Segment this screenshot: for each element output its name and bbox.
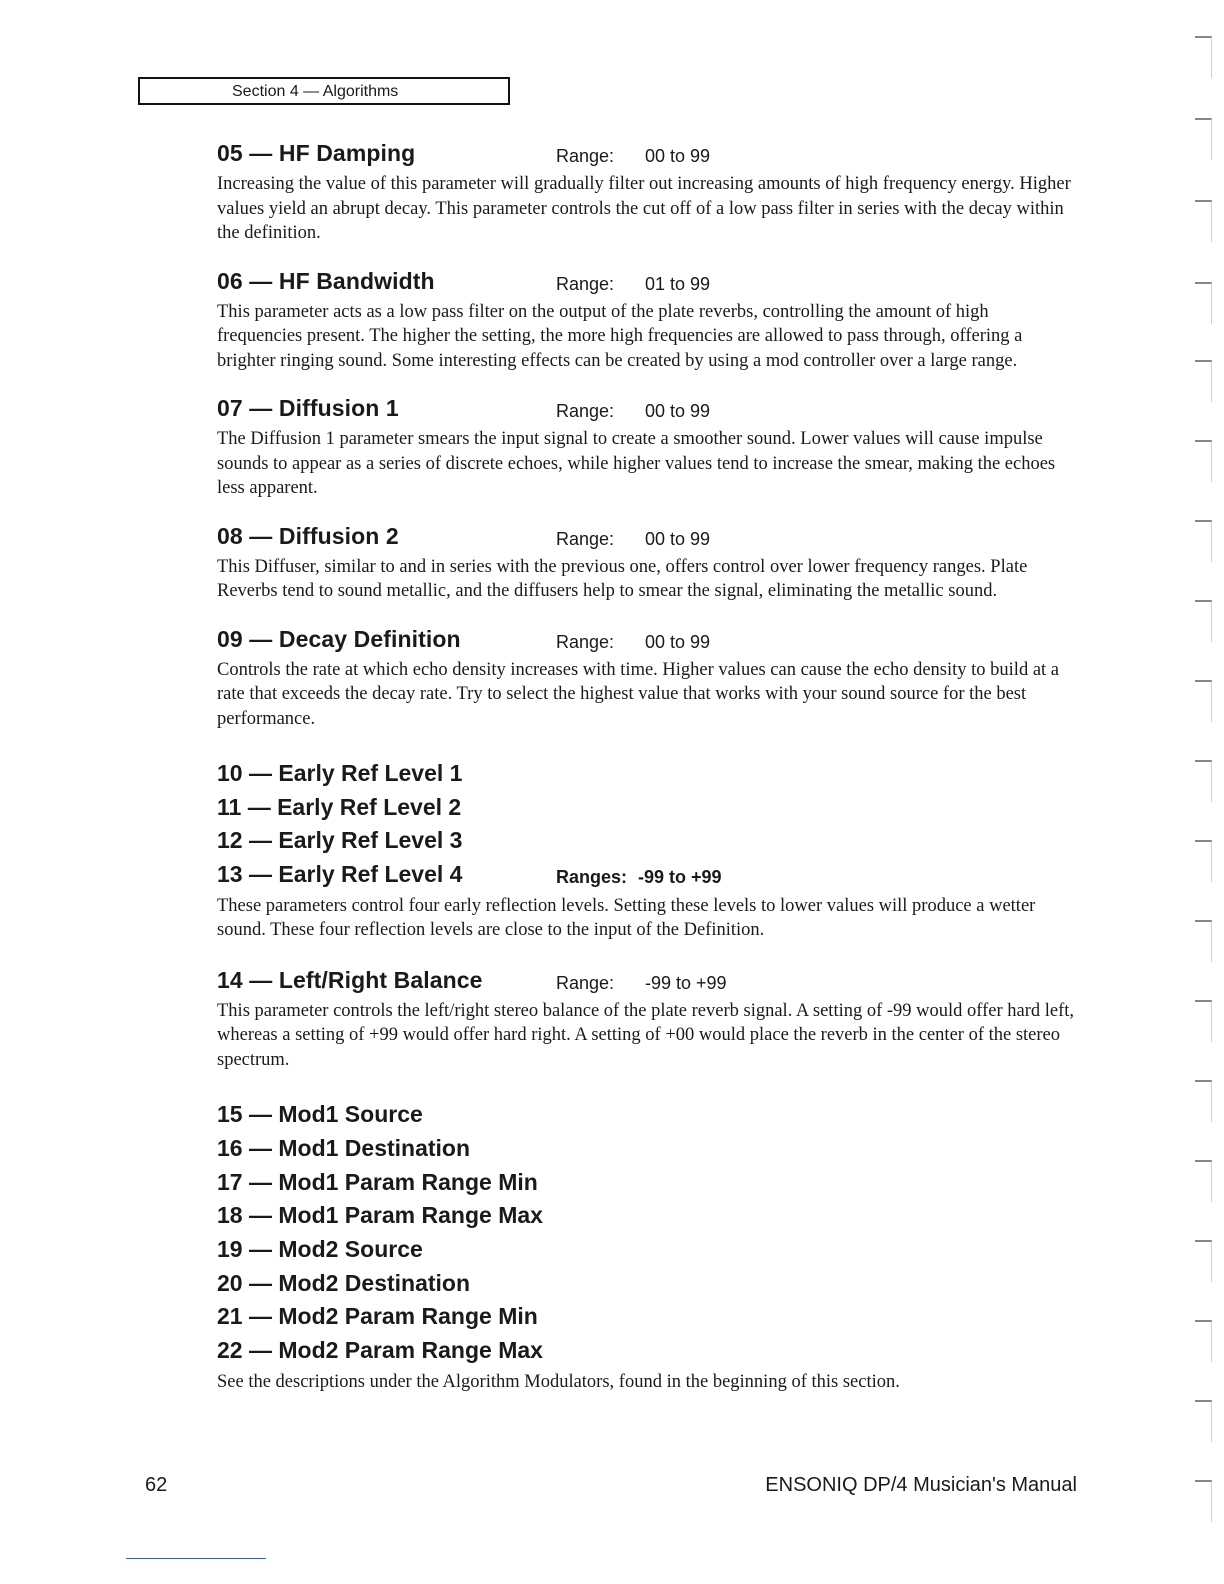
scan-edge-mark xyxy=(1195,36,1212,78)
scan-edge-mark xyxy=(1195,1320,1212,1362)
scan-edge-mark xyxy=(1195,200,1212,242)
scan-edge-mark xyxy=(1195,1160,1212,1202)
range-label: Range: xyxy=(556,528,615,549)
param-range xyxy=(556,529,710,550)
range-label: Range: xyxy=(556,401,615,421)
scan-edge-mark xyxy=(1195,680,1212,722)
range-value: -99 to +99 xyxy=(645,972,727,993)
scan-edge-mark xyxy=(1195,920,1212,962)
param-description: Controls the rate at which echo density increases with time. Higher values can cause the echo density to build at a rate that exceeds the decay rate. Try to select the highest value that works with your sound source for the best performance. xyxy=(217,659,1060,729)
scan-edge-mark xyxy=(1195,360,1212,402)
scan-edge-mark xyxy=(1195,1000,1212,1042)
range-value: 00 to 99 xyxy=(645,528,711,549)
param-description: This parameter controls the left/right stereo balance of the plate reverb signal. A setting of -99 would offer hard left, whereas a setting of +99 would offer hard right. A setting of +00 would place the reverb in the center of the stereo spectrum. xyxy=(217,1000,1075,1070)
param-range xyxy=(556,274,710,295)
scan-edge-mark xyxy=(1195,282,1212,324)
scan-edge-mark xyxy=(1195,1080,1212,1122)
scan-edge-mark xyxy=(1195,760,1212,802)
param-title: 19 — Mod2 Source xyxy=(217,1236,423,1262)
param-title: 11 — Early Ref Level 2 xyxy=(217,793,462,820)
param-description: This Diffuser, similar to and in series with the previous one, offers control over lower frequency ranges. Plate Reverbs tend to sound metallic, and the diffusers help to smear the signal, eliminating the metallic sound. xyxy=(217,556,1028,601)
scan-edge-mark xyxy=(1195,118,1212,160)
param-title-with-range xyxy=(217,858,1077,892)
param-title: 12 — Early Ref Level 3 xyxy=(217,827,463,854)
param-title: 06 — HF Bandwidth xyxy=(217,267,435,294)
param-block-hf-bandwidth xyxy=(217,266,1077,374)
scan-edge-mark xyxy=(1195,1480,1212,1522)
range-value: 01 to 99 xyxy=(645,273,711,294)
param-description: This parameter acts as a low pass filter on the output of the plate reverbs, controlling the amount of high frequencies present. The higher the setting, the more high frequencies are allowed to pass through, offering a brighter ringing sound. Some interesting effects can be created by using a mod controller over a large range. xyxy=(217,301,1023,371)
param-title: 05 — HF Damping xyxy=(217,140,416,166)
param-block-left-right-balance xyxy=(217,965,1077,1073)
param-title: 18 — Mod1 Param Range Max xyxy=(217,1202,543,1229)
range-label: Range: xyxy=(556,972,615,993)
scan-edge-mark xyxy=(1195,1240,1212,1282)
param-title: 09 — Decay Definition xyxy=(217,625,461,652)
param-range xyxy=(556,861,722,895)
param-title: 20 — Mod2 Destination xyxy=(217,1269,471,1296)
param-range xyxy=(556,973,727,994)
param-title: 10 — Early Ref Level 1 xyxy=(217,760,463,786)
param-block-decay-definition xyxy=(217,624,1077,732)
section-header: Section 4 — Algorithms xyxy=(138,77,510,105)
scan-edge-mark xyxy=(1195,840,1212,882)
range-value: 00 to 99 xyxy=(645,631,711,652)
page-content xyxy=(217,138,1077,1414)
param-title: 08 — Diffusion 2 xyxy=(217,522,399,549)
range-label: Range: xyxy=(556,146,615,166)
param-block-hf-damping xyxy=(217,138,1077,246)
param-description: These parameters control four early reflection levels. Setting these levels to lower values will produce a wetter sound. These four reflection levels are close to the input of the Definition. xyxy=(217,895,1036,941)
param-title: 14 — Left/Right Balance xyxy=(217,966,483,993)
param-title: 21 — Mod2 Param Range Min xyxy=(217,1303,538,1330)
range-value: 00 to 99 xyxy=(645,146,711,166)
param-title: 22 — Mod2 Param Range Max xyxy=(217,1337,543,1364)
param-description: Increasing the value of this parameter will gradually filter out increasing amounts of high frequency energy. Higher values yield an abrupt decay. This parameter controls the cut off of a low pass filter in series with the decay within the definition. xyxy=(217,174,1071,243)
param-block-diffusion-1 xyxy=(217,393,1077,501)
scan-edge-mark xyxy=(1195,440,1212,482)
param-range xyxy=(556,401,710,422)
range-value: -99 to +99 xyxy=(638,867,722,888)
param-block-diffusion-2 xyxy=(217,521,1077,604)
param-range xyxy=(556,632,710,653)
scan-line xyxy=(126,1558,266,1559)
param-block-early-ref-levels xyxy=(217,757,1077,943)
param-title: 16 — Mod1 Destination xyxy=(217,1134,471,1161)
param-title: 13 — Early Ref Level 4 xyxy=(217,861,463,888)
range-label: Range: xyxy=(556,631,615,652)
param-description: See the descriptions under the Algorithm Modulators, found in the beginning of this section. xyxy=(217,1371,900,1392)
scan-edge-mark xyxy=(1195,600,1212,642)
param-description: The Diffusion 1 parameter smears the input signal to create a smoother sound. Lower values will cause impulse sounds to appear as a series of discrete echoes, while higher values tend to increase the smear, making the echoes less apparent. xyxy=(217,429,1056,498)
param-title: 17 — Mod1 Param Range Min xyxy=(217,1168,538,1195)
scan-edge-mark xyxy=(1195,1400,1212,1442)
manual-title: ENSONIQ DP/4 Musician's Manual xyxy=(765,1474,1077,1496)
param-range xyxy=(556,146,710,167)
param-block-modulators xyxy=(217,1098,1077,1394)
page-number: 62 xyxy=(145,1474,168,1496)
range-label: Ranges: xyxy=(556,867,628,888)
scan-edge-mark xyxy=(1195,520,1212,562)
range-label: Range: xyxy=(556,273,615,294)
param-title: 07 — Diffusion 1 xyxy=(217,395,399,421)
param-title: 15 — Mod1 Source xyxy=(217,1101,423,1128)
range-value: 00 to 99 xyxy=(645,401,711,421)
